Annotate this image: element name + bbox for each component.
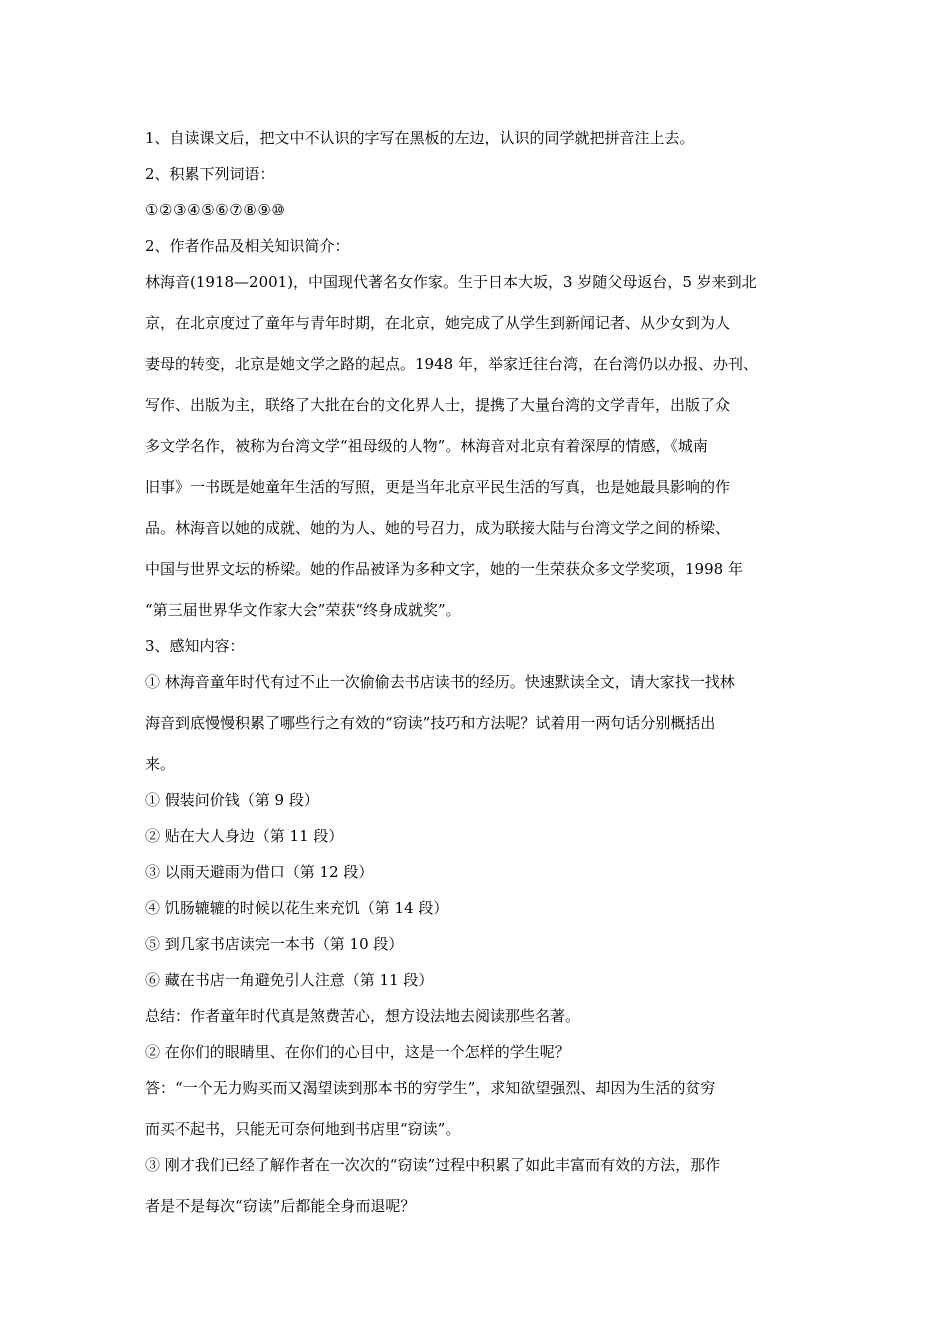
- method-item-5: ⑤ 到几家书店读完一本书（第 10 段）: [145, 935, 404, 953]
- answer-line-1: 答：“一个无力购买而又渴望读到那本书的穷学生”，求知欲望强烈、却因为生活的贫穷: [145, 1079, 716, 1097]
- author-paragraph-line-6: 旧事》一书既是她童年生活的写照，更是当年北京平民生活的写真，也是她最具影响的作: [145, 478, 731, 496]
- author-paragraph-line-9: “第三届世界华文作家大会”荣获“终身成就奖”。: [145, 601, 461, 619]
- method-item-4: ④ 饥肠辘辘的时候以花生来充饥（第 14 段）: [145, 899, 449, 917]
- question-1-line-3: 来。: [145, 755, 176, 773]
- author-paragraph-line-3: 妻母的转变，北京是她文学之路的起点。1948 年，举家迁往台湾，在台湾仍以办报、办刊、: [145, 355, 758, 373]
- method-item-3: ③ 以雨天避雨为借口（第 12 段）: [145, 863, 374, 881]
- author-paragraph-line-2: 京，在北京度过了童年与青年时期，在北京，她完成了从学生到新闻记者、从少女到为人: [145, 314, 731, 332]
- question-3-line-1: ③ 刚才我们已经了解作者在一次次的“窃读”过程中积累了如此丰富而有效的方法，那作: [145, 1156, 721, 1174]
- task-2-heading: 2、积累下列词语：: [145, 165, 275, 183]
- question-2-line: ② 在你们的眼睛里、在你们的心目中，这是一个怎样的学生呢？: [145, 1043, 570, 1061]
- author-paragraph-line-4: 写作、出版为主，联络了大批在台的文化界人士，提携了大量台湾的文学青年，出版了众: [145, 396, 731, 414]
- author-paragraph-line-8: 中国与世界文坛的桥梁。她的作品被译为多种文字，她的一生荣获众多文学奖项，1998 年: [145, 560, 743, 578]
- author-paragraph-line-7: 品。林海音以她的成就、她的为人、她的号召力，成为联接大陆与台湾文学之间的桥梁、: [145, 519, 731, 537]
- perception-heading: 3、感知内容：: [145, 637, 245, 655]
- author-intro-heading: 2、作者作品及相关知识简介：: [145, 237, 350, 255]
- method-item-6: ⑥ 藏在书店一角避免引人注意（第 11 段）: [145, 971, 434, 989]
- method-item-1: ① 假装问价钱（第 9 段）: [145, 791, 319, 809]
- question-1-line-1: ① 林海音童年时代有过不止一次偷偷去书店读书的经历。快速默读全文，请大家找一找林: [145, 673, 735, 691]
- summary-line: 总结：作者童年时代真是煞费苦心，想方设法地去阅读那些名著。: [145, 1007, 581, 1025]
- method-item-2: ② 贴在大人身边（第 11 段）: [145, 827, 344, 845]
- vocab-numbers: ①②③④⑤⑥⑦⑧⑨⑩: [145, 201, 286, 219]
- author-paragraph-line-1: 林海音(1918—2001)，中国现代著名女作家。生于日本大坂，3 岁随父母返台，5 岁来到北: [145, 273, 757, 291]
- question-1-line-2: 海音到底慢慢积累了哪些行之有效的“窃读”技巧和方法呢？试着用一两句话分别概括出: [145, 714, 716, 732]
- task-1-line: 1、自读课文后，把文中不认识的字写在黑板的左边，认识的同学就把拼音注上去。: [145, 129, 695, 147]
- author-paragraph-line-5: 多文学名作，被称为台湾文学“祖母级的人物”。林海音对北京有着深厚的情感，《城南: [145, 437, 708, 455]
- answer-line-2: 而买不起书，只能无可奈何地到书店里“窃读”。: [145, 1120, 461, 1138]
- question-3-line-2: 者是不是每次“窃读”后都能全身而退呢？: [145, 1197, 416, 1215]
